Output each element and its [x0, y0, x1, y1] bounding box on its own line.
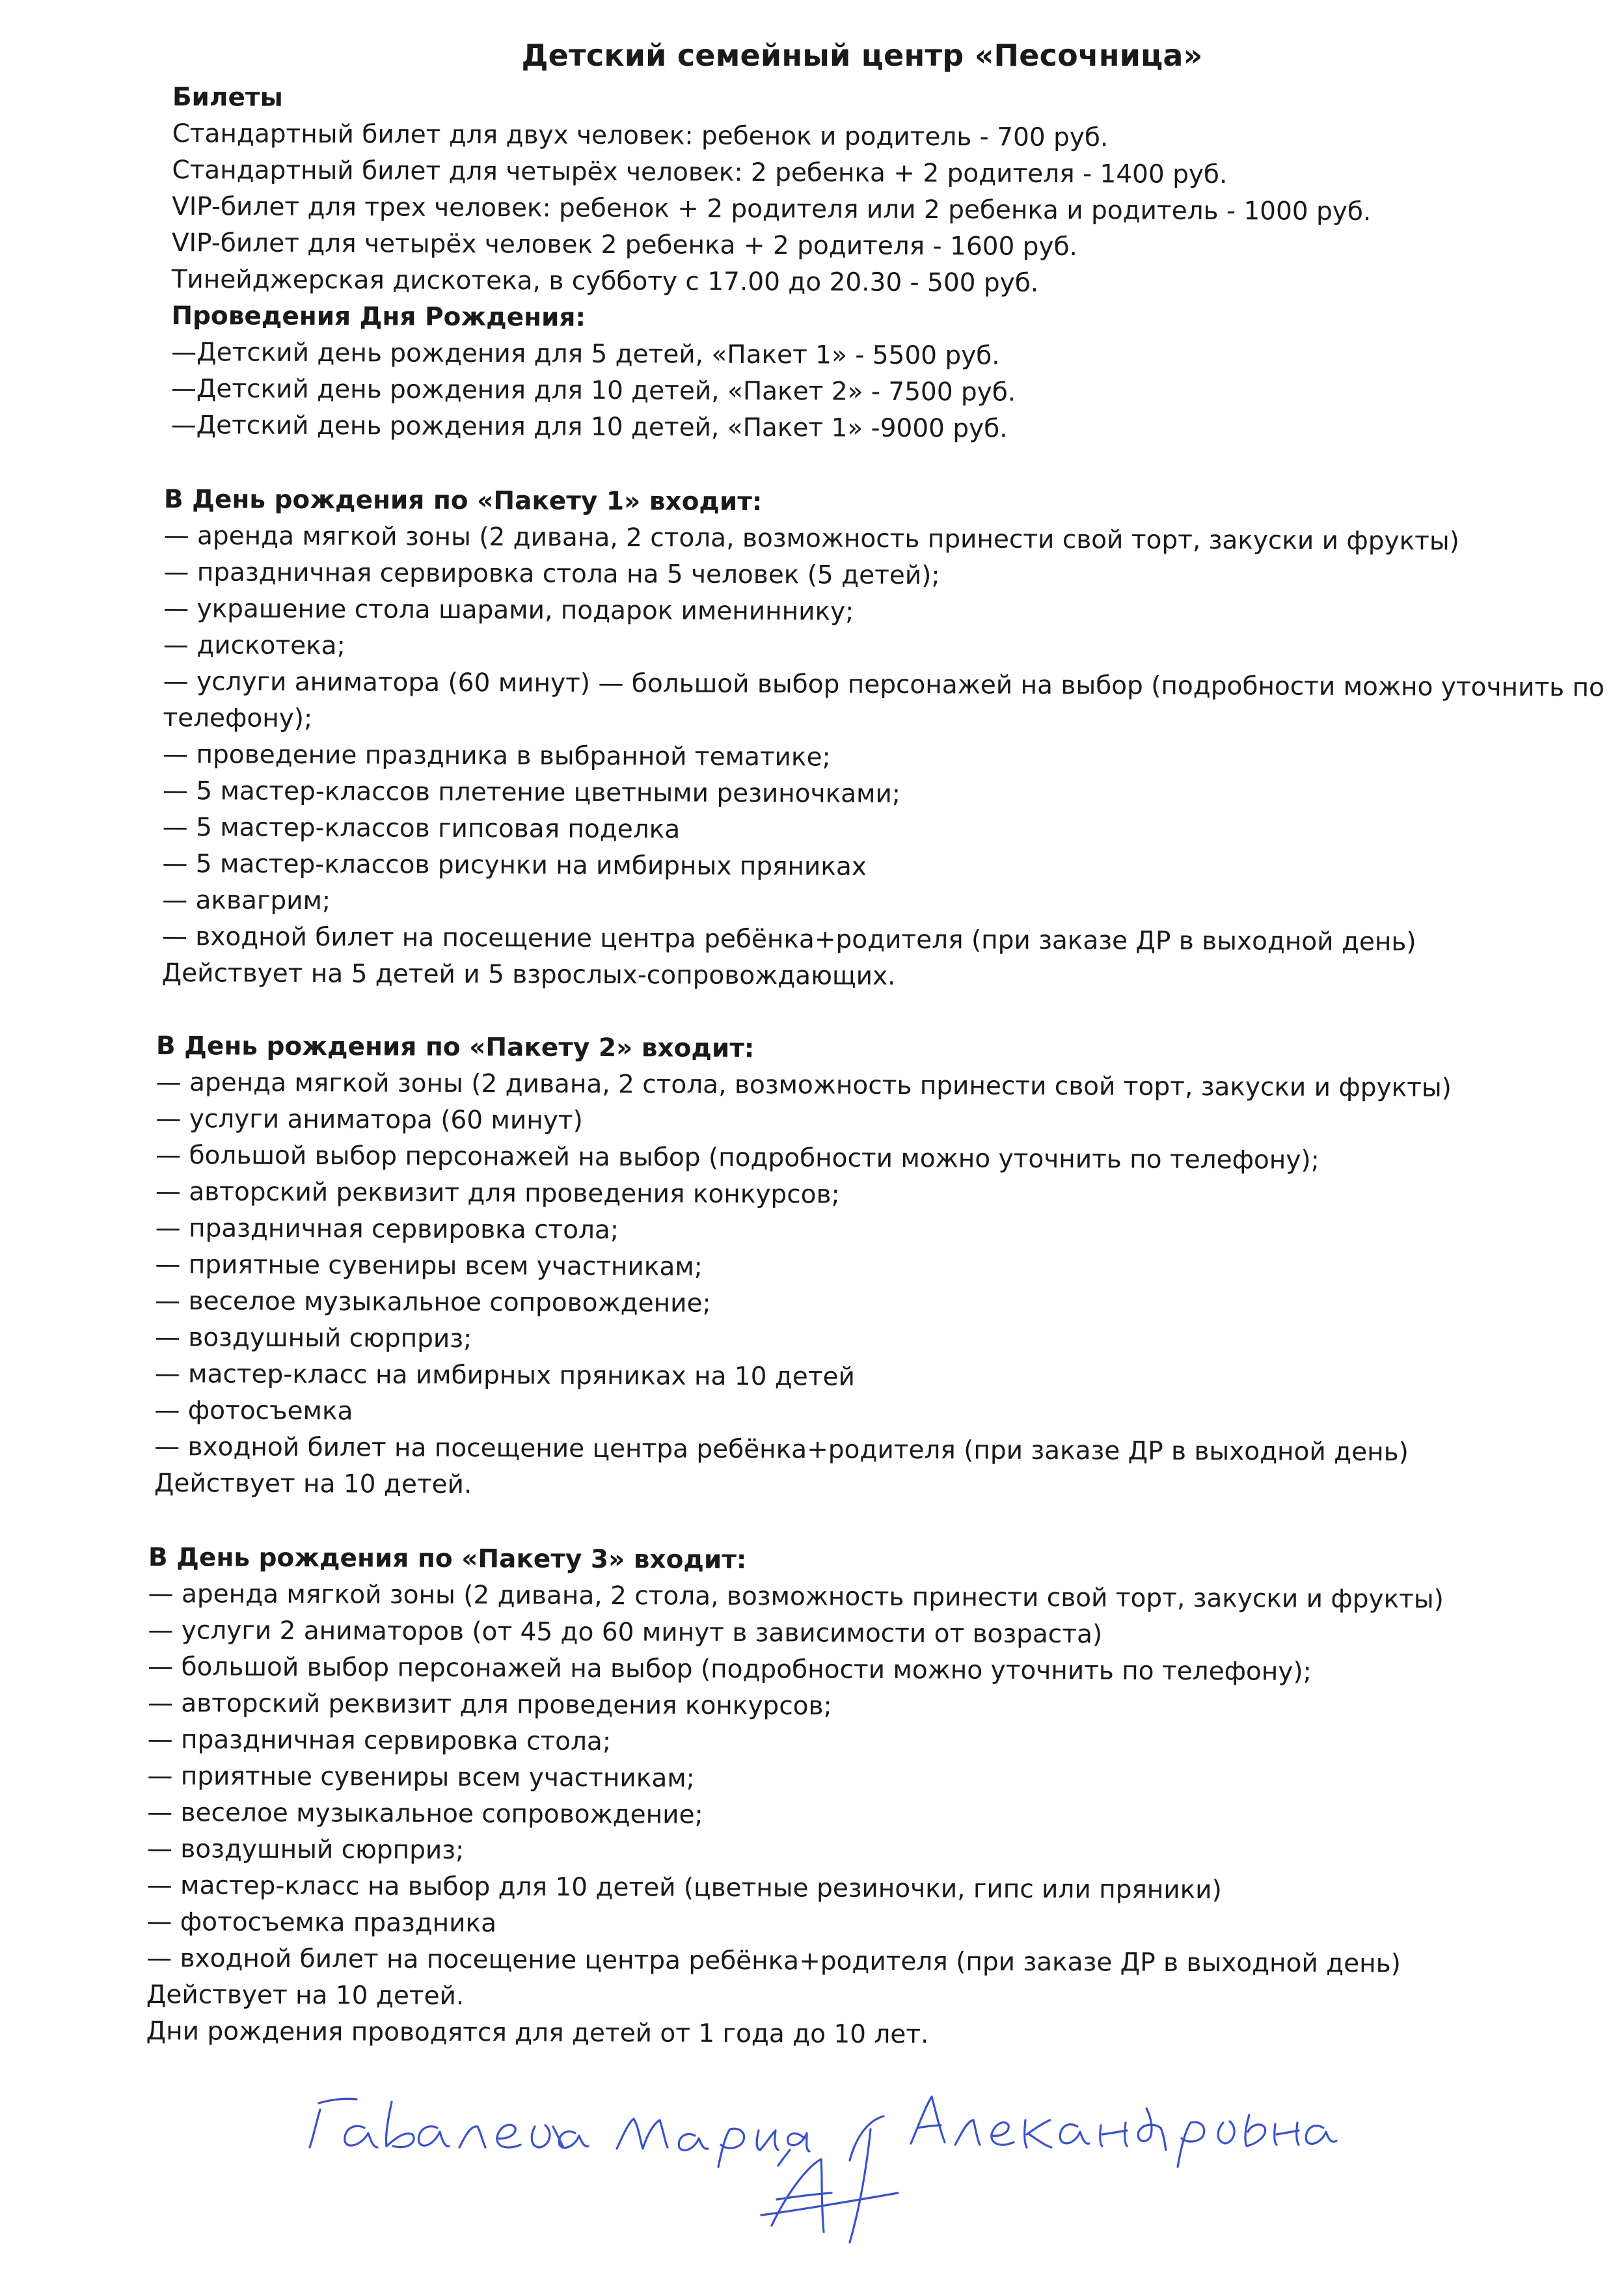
package3-item: — праздничная сервировка стола;: [147, 1724, 612, 1757]
package3-note: Действует на 10 детей.: [146, 1980, 465, 2011]
package1-item: — аренда мягкой зоны (2 дивана, 2 стола, возможность принести свой торт, закуски и фрукты): [163, 521, 1460, 556]
package2-item: — мастер-класс на имбирных пряниках на 10 детей: [154, 1359, 855, 1392]
package2-item: — воздушный сюрприз;: [154, 1322, 472, 1354]
package3-section: [146, 1540, 1444, 2056]
package3-item: — воздушный сюрприз;: [146, 1834, 465, 1866]
package2-item: — услуги аниматора (60 минут): [156, 1104, 583, 1136]
birthday-heading: Проведения Дня Рождения:: [171, 301, 586, 333]
package2-item: — праздничная сервировка стола;: [155, 1213, 619, 1245]
package3-item: — большой выбор персонажей на выбор (подробности можно уточнить по телефону);: [148, 1652, 1312, 1687]
package3-item: — веселое музыкальное сопровождение;: [147, 1797, 703, 1830]
ticket-item: VIP-билет для трех человек: ребенок + 2 родителя или 2 ребенка и родитель - 1000 руб.: [172, 191, 1372, 227]
package1-note: Действует на 5 детей и 5 взрослых-сопровождающих.: [161, 958, 896, 991]
birthday-price-item: —Детский день рождения для 10 детей, «Пакет 2» - 7500 руб.: [170, 374, 1016, 407]
package2-note: Действует на 10 детей.: [154, 1468, 472, 1500]
package1-item: — 5 мастер-классов гипсовая поделка: [162, 812, 681, 845]
package1-item: — 5 мастер-классов рисунки на имбирных пряниках: [162, 849, 867, 882]
package3-item: — услуги 2 аниматоров (от 45 до 60 минут в зависимости от возраста): [148, 1615, 1103, 1650]
package1-item: — проведение праздника в выбранной тематике;: [163, 739, 831, 772]
birthday-price-item: —Детский день рождения для 5 детей, «Пакет 1» - 5500 руб.: [171, 337, 1000, 371]
package2-item: — большой выбор персонажей на выбор (подробности можно уточнить по телефону);: [156, 1140, 1320, 1175]
package1-item: — входной билет на посещение центра ребёнка+родителя (при заказе ДР в выходной день): [161, 921, 1416, 957]
ticket-item: Стандартный билет для четырёх человек: 2 ребенка + 2 родителя - 1400 руб.: [172, 155, 1228, 190]
package2-item: — аренда мягкой зоны (2 дивана, 2 стола, возможность принести свой торт, закуски и фрукты): [156, 1067, 1452, 1103]
document-title: Детский семейный центр «Песочница»: [521, 38, 1203, 73]
package2-item: — фотосъемка: [154, 1395, 353, 1426]
package2-item: — авторский реквизит для проведения конкурсов;: [155, 1177, 840, 1210]
package1-item: — 5 мастер-классов плетение цветными резиночками;: [162, 776, 901, 809]
package1-item: — дискотека;: [163, 630, 345, 661]
package2-item: — входной билет на посещение центра ребёнка+родителя (при заказе ДР в выходной день): [154, 1432, 1409, 1467]
package1-heading: В День рождения по «Пакету 1» входит:: [163, 484, 763, 517]
ticket-item: Тинейджерская дискотека, в субботу с 17.00 до 20.30 - 500 руб.: [171, 264, 1039, 298]
ticket-item: Стандартный билет для двух человек: ребенок и родитель - 700 руб.: [172, 118, 1109, 153]
package3-item: — фотосъемка праздника: [146, 1907, 497, 1939]
package1-item: — праздничная сервировка стола на 5 человек (5 детей);: [163, 557, 940, 591]
package1-section: [162, 482, 1621, 998]
package3-item: — мастер-класс на выбор для 10 детей (цветные резиночки, гипс или пряники): [146, 1870, 1222, 1905]
package1-item: — аквагрим;: [162, 885, 331, 916]
ticket-item: VIP-билет для четырёх человек 2 ребенка + 2 родителя - 1600 руб.: [171, 228, 1078, 262]
package3-heading: В День рождения по «Пакету 3» входит:: [148, 1543, 747, 1575]
tickets-section: [171, 79, 1372, 449]
package2-heading: В День рождения по «Пакету 2» входит:: [156, 1031, 755, 1064]
package2-item: — приятные сувениры всем участникам;: [155, 1249, 703, 1282]
package2-item: — веселое музыкальное сопровождение;: [155, 1286, 711, 1318]
package1-item: — услуги аниматора (60 минут) — большой выбор персонажей на выбор (подробности можно уточнить по телефону);: [163, 666, 1604, 733]
package1-item: — украшение стола шарами, подарок имениннику;: [163, 593, 854, 627]
package3-item: — аренда мягкой зоны (2 дивана, 2 стола, возможность принести свой торт, закуски и фрукты): [148, 1579, 1444, 1614]
package3-item: — приятные сувениры всем участникам;: [147, 1761, 695, 1793]
birthday-price-item: —Детский день рождения для 10 детей, «Пакет 1» -9000 руб.: [170, 410, 1008, 444]
package3-item: — входной билет на посещение центра ребёнка+родителя (при заказе ДР в выходной день): [146, 1943, 1401, 1979]
package3-item: — авторский реквизит для проведения конкурсов;: [147, 1688, 832, 1721]
package3-footer: Дни рождения проводятся для детей от 1 года до 10 лет.: [146, 2016, 929, 2050]
package2-section: [154, 1028, 1452, 1508]
tickets-heading: Билеты: [172, 82, 283, 113]
